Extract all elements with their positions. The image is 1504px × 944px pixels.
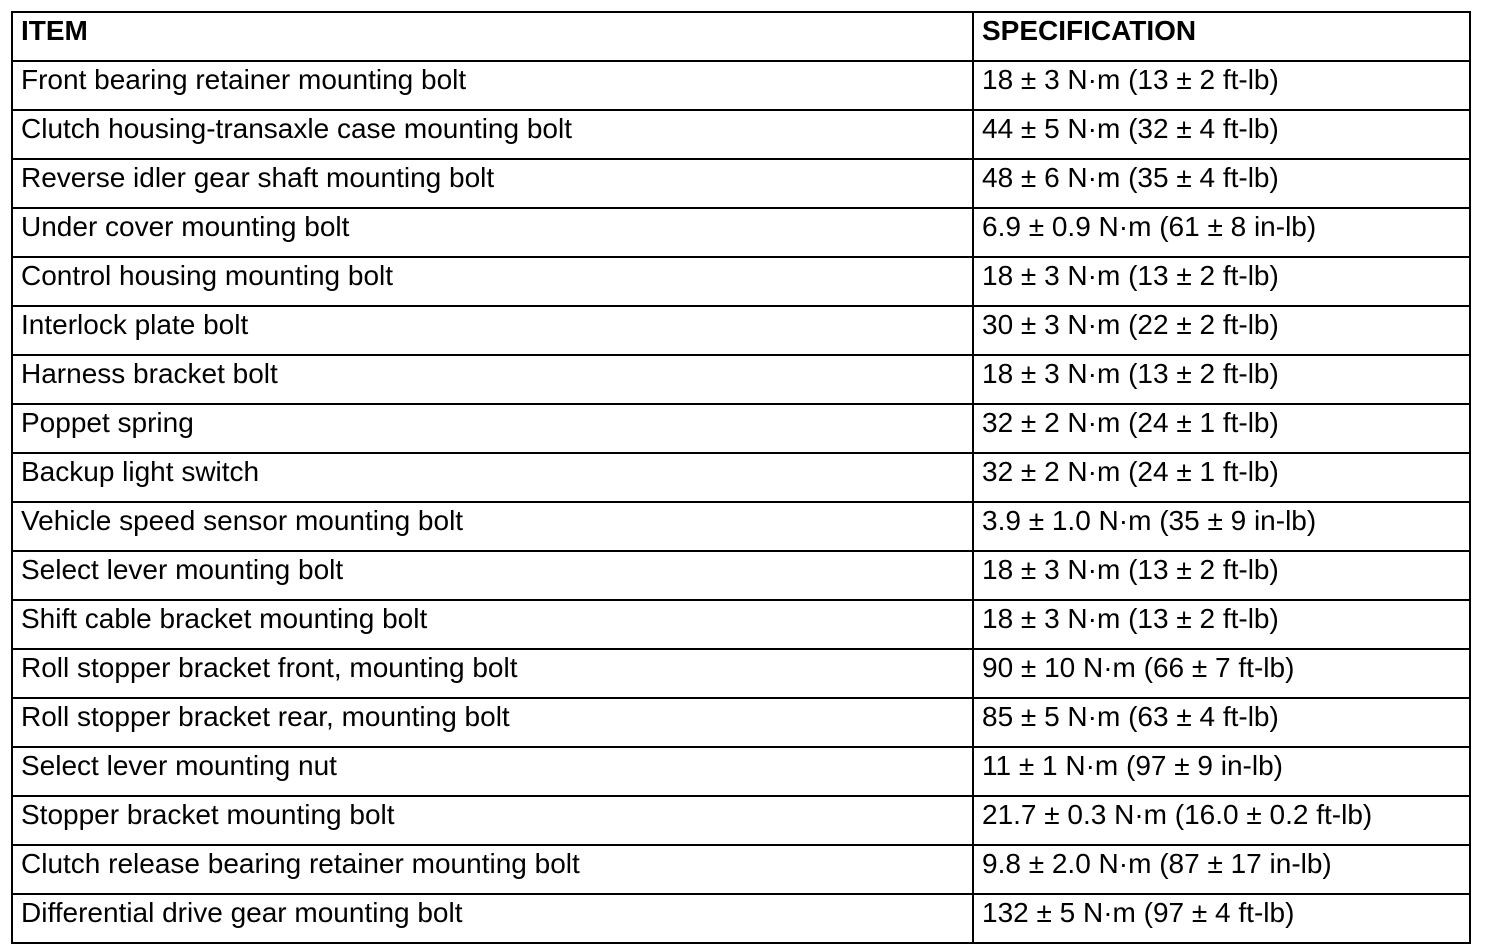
specification-cell: 30 ± 3 N·m (22 ± 2 ft-lb) [973,306,1470,355]
item-cell: Clutch housing-transaxle case mounting bolt [12,110,973,159]
item-cell: Harness bracket bolt [12,355,973,404]
specification-cell: 90 ± 10 N·m (66 ± 7 ft-lb) [973,649,1470,698]
specification-cell: 85 ± 5 N·m (63 ± 4 ft-lb) [973,698,1470,747]
header-specification: SPECIFICATION [973,12,1470,61]
table-row [12,894,1470,943]
specification-cell: 32 ± 2 N·m (24 ± 1 ft-lb) [973,453,1470,502]
table-row [12,796,1470,845]
table-row [12,404,1470,453]
item-cell: Select lever mounting nut [12,747,973,796]
item-cell: Control housing mounting bolt [12,257,973,306]
specification-cell: 18 ± 3 N·m (13 ± 2 ft-lb) [973,355,1470,404]
item-cell: Vehicle speed sensor mounting bolt [12,502,973,551]
table-row [12,159,1470,208]
table-row [12,845,1470,894]
table-header-row [12,12,1470,61]
item-cell: Clutch release bearing retainer mounting bolt [12,845,973,894]
table-row [12,649,1470,698]
table-row [12,453,1470,502]
table-row [12,698,1470,747]
specification-cell: 18 ± 3 N·m (13 ± 2 ft-lb) [973,257,1470,306]
item-cell: Stopper bracket mounting bolt [12,796,973,845]
item-cell: Poppet spring [12,404,973,453]
item-cell: Backup light switch [12,453,973,502]
item-cell: Differential drive gear mounting bolt [12,894,973,943]
table-row [12,306,1470,355]
specification-cell: 18 ± 3 N·m (13 ± 2 ft-lb) [973,600,1470,649]
item-cell: Shift cable bracket mounting bolt [12,600,973,649]
header-item: ITEM [12,12,973,61]
specification-cell: 18 ± 3 N·m (13 ± 2 ft-lb) [973,61,1470,110]
item-cell: Reverse idler gear shaft mounting bolt [12,159,973,208]
specification-cell: 6.9 ± 0.9 N·m (61 ± 8 in-lb) [973,208,1470,257]
table-row [12,61,1470,110]
item-cell: Interlock plate bolt [12,306,973,355]
table-row [12,600,1470,649]
specification-cell: 21.7 ± 0.3 N·m (16.0 ± 0.2 ft-lb) [973,796,1470,845]
specification-cell: 32 ± 2 N·m (24 ± 1 ft-lb) [973,404,1470,453]
table-row [12,355,1470,404]
specification-cell: 9.8 ± 2.0 N·m (87 ± 17 in-lb) [973,845,1470,894]
table-row [12,747,1470,796]
table-row [12,551,1470,600]
item-cell: Select lever mounting bolt [12,551,973,600]
table-row [12,110,1470,159]
torque-spec-table [11,11,1471,944]
specification-cell: 18 ± 3 N·m (13 ± 2 ft-lb) [973,551,1470,600]
item-cell: Roll stopper bracket rear, mounting bolt [12,698,973,747]
item-cell: Roll stopper bracket front, mounting bolt [12,649,973,698]
specification-cell: 3.9 ± 1.0 N·m (35 ± 9 in-lb) [973,502,1470,551]
specification-cell: 44 ± 5 N·m (32 ± 4 ft-lb) [973,110,1470,159]
specification-cell: 11 ± 1 N·m (97 ± 9 in-lb) [973,747,1470,796]
item-cell: Under cover mounting bolt [12,208,973,257]
specification-cell: 48 ± 6 N·m (35 ± 4 ft-lb) [973,159,1470,208]
table-row [12,502,1470,551]
item-cell: Front bearing retainer mounting bolt [12,61,973,110]
specification-cell: 132 ± 5 N·m (97 ± 4 ft-lb) [973,894,1470,943]
table-row [12,257,1470,306]
table-row [12,208,1470,257]
